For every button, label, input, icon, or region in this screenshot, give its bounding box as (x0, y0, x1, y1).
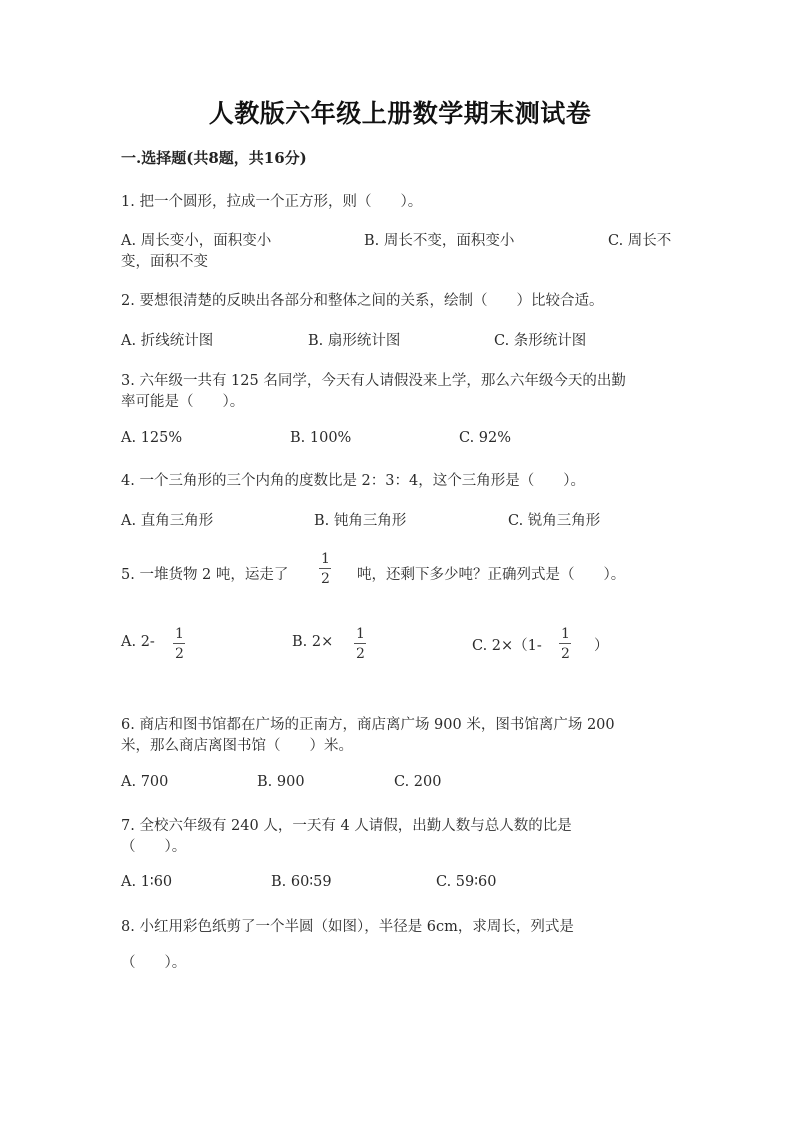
question-4-text: 4. 一个三角形的三个内角的度数比是 2：3：4，这个三角形是（ ）。 (121, 473, 585, 489)
fraction-numerator: 1 (175, 626, 184, 642)
question-2-option-b: B. 扇形统计图 (308, 333, 401, 349)
question-5-option-c-close: ） (594, 638, 609, 654)
question-5-text-part-2: 吨，还剩下多少吨？正确列式是（ ）。 (357, 567, 626, 583)
question-2-text: 2. 要想很清楚的反映出各部分和整体之间的关系，绘制（ ）比较合适。 (121, 293, 604, 309)
question-8-text-line-1: 8. 小红用彩色纸剪了一个半圆（如图），半径是 6cm，求周长，列式是 (121, 919, 574, 935)
fraction-denominator: 2 (175, 646, 184, 662)
question-5-option-b-fraction (354, 627, 367, 661)
question-5-option-c: C. 2×（1- (472, 638, 542, 654)
question-6-text-line-2: 米，那么商店离图书馆（ ）米。 (121, 738, 353, 754)
question-6-option-a: A. 700 (121, 774, 169, 790)
question-7-text-line-1: 7. 全校六年级有 240 人，一天有 4 人请假，出勤人数与总人数的比是 (121, 818, 572, 834)
question-5-option-b: B. 2× (292, 634, 334, 650)
page-title: 人教版六年级上册数学期末测试卷 (208, 99, 592, 128)
fraction-numerator: 1 (356, 626, 365, 642)
question-5-option-a-fraction (173, 627, 186, 661)
question-4-option-b: B. 钝角三角形 (314, 513, 407, 529)
question-5-fraction-half (319, 552, 332, 586)
question-7-text-line-2: （ ）。 (121, 839, 187, 855)
fraction-denominator: 2 (561, 646, 570, 662)
question-8-text-line-2: （ ）。 (121, 955, 187, 971)
question-1-option-b: B. 周长不变，面积变小 (364, 233, 515, 249)
question-2-option-a: A. 折线统计图 (121, 333, 214, 349)
question-6-option-c: C. 200 (394, 774, 442, 790)
question-1-option-c-continued: 变，面积不变 (121, 254, 208, 270)
question-2-option-c: C. 条形统计图 (494, 333, 587, 349)
question-4-option-c: C. 锐角三角形 (508, 513, 601, 529)
question-3-text-line-2: 率可能是（ ）。 (121, 394, 245, 410)
question-5-text-part-1: 5. 一堆货物 2 吨，运走了 (121, 567, 289, 583)
fraction-numerator: 1 (561, 626, 570, 642)
fraction-denominator: 2 (321, 571, 330, 587)
section-heading: 一.选择题(共8题，共16分) (121, 149, 307, 167)
fraction-numerator: 1 (321, 551, 330, 567)
question-5-option-a: A. 2- (121, 634, 155, 650)
question-5-option-c-fraction (559, 627, 572, 661)
question-6-option-b: B. 900 (257, 774, 305, 790)
question-7-option-a: A. 1∶60 (121, 874, 173, 890)
question-1-text: 1. 把一个圆形，拉成一个正方形，则（ ）。 (121, 194, 423, 210)
fraction-denominator: 2 (356, 646, 365, 662)
question-7-option-b: B. 60∶59 (271, 874, 332, 890)
question-3-option-a: A. 125% (121, 430, 183, 446)
question-6-text-line-1: 6. 商店和图书馆都在广场的正南方，商店离广场 900 米，图书馆离广场 200 (121, 717, 615, 733)
question-3-option-c: C. 92% (459, 430, 512, 446)
question-3-text-line-1: 3. 六年级一共有 125 名同学，今天有人请假没来上学，那么六年级今天的出勤 (121, 373, 626, 389)
question-1-option-a: A. 周长变小，面积变小 (121, 233, 272, 249)
question-4-option-a: A. 直角三角形 (121, 513, 214, 529)
question-7-option-c: C. 59∶60 (436, 874, 497, 890)
question-3-option-b: B. 100% (290, 430, 352, 446)
question-1-option-c: C. 周长不 (608, 233, 672, 249)
